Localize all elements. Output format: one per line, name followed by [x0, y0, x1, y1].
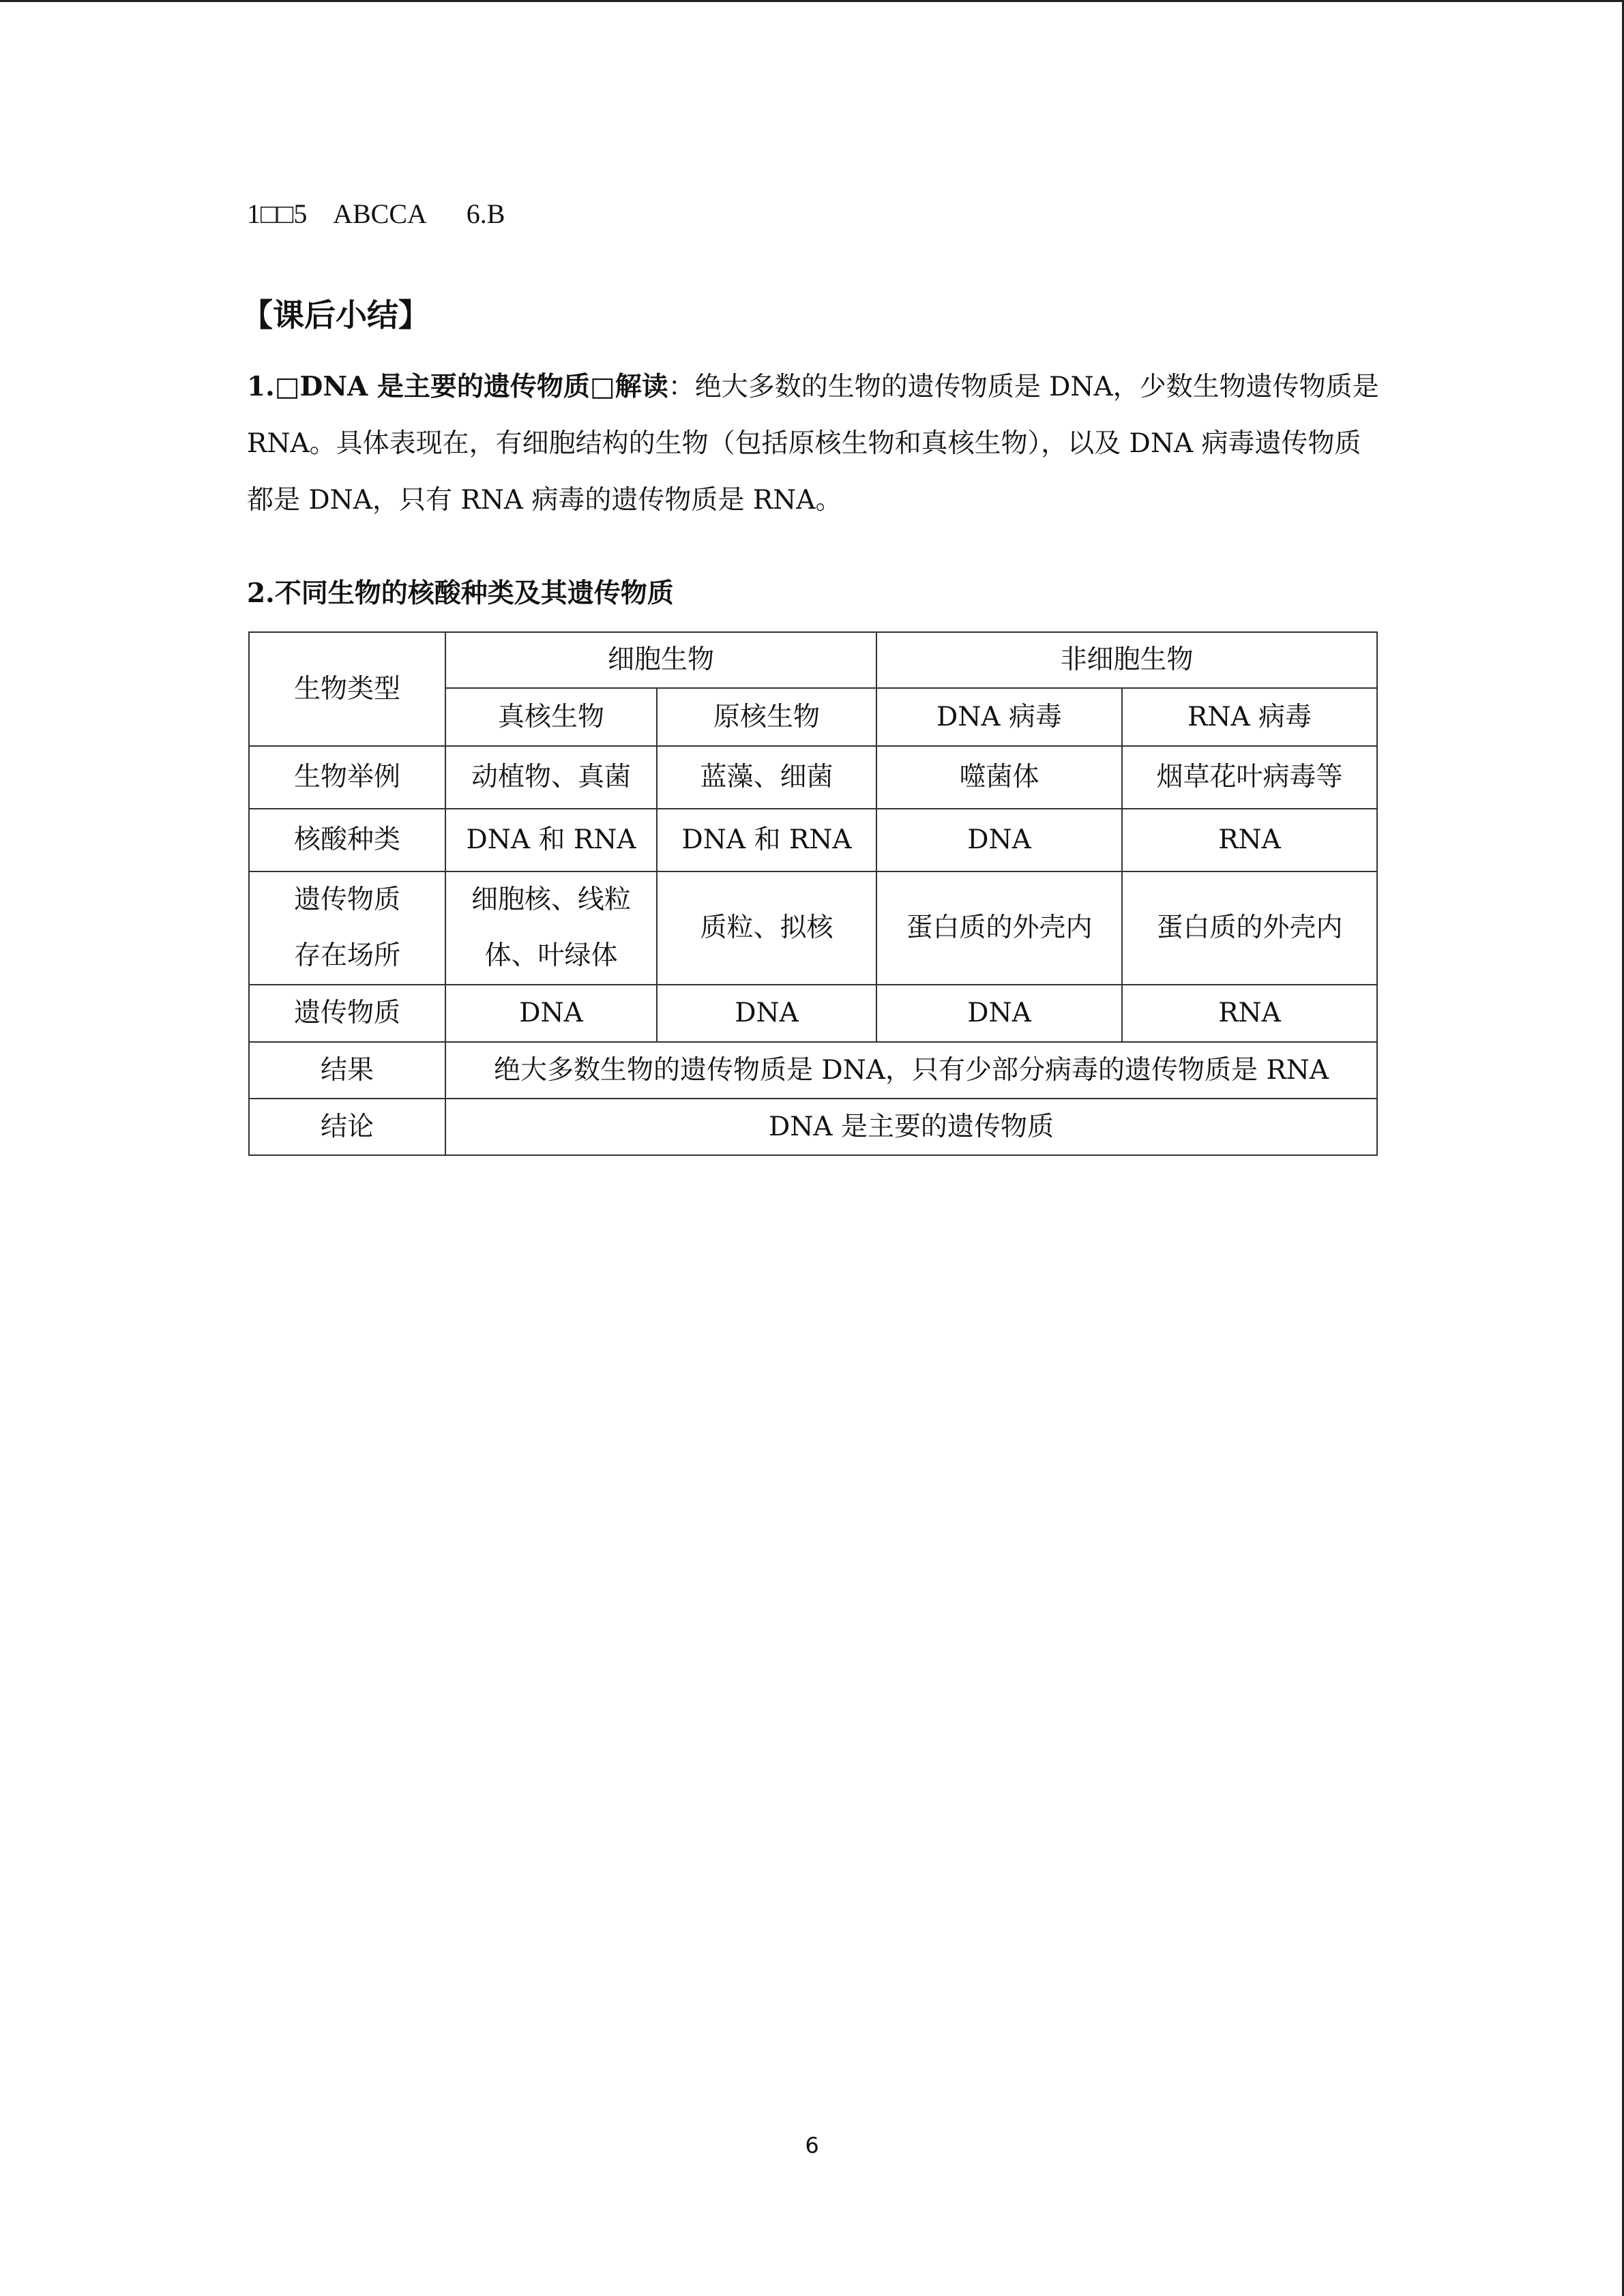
- table-title: 2.不同生物的核酸种类及其遗传物质: [247, 578, 674, 609]
- row-label: [249, 871, 445, 985]
- table-row: [249, 1042, 1377, 1099]
- group-cellular: 细胞生物: [445, 632, 876, 688]
- nucleic-acid-table: [248, 631, 1378, 1156]
- table-cell: [445, 871, 657, 985]
- conclusion-text: DNA 是主要的遗传物质: [445, 1099, 1377, 1155]
- table-cell: 蓝藻、细菌: [657, 746, 876, 809]
- page-number: 6: [805, 2132, 819, 2158]
- summary-paragraph-1: [247, 359, 1379, 528]
- column-header: 原核生物: [657, 688, 876, 746]
- paragraph-body: ：绝大多数的生物的遗传物质是 DNA，少数生物遗传物质是 RNA。具体表现在，有细胞结构的生物（包括原核生物和真核生物），以及 DNA 病毒遗传物质都是 DNA，只有 RNA 病毒的遗传物质是 RNA。: [247, 372, 1379, 516]
- table-cell: RNA: [1122, 985, 1377, 1042]
- row-label: 生物举例: [249, 746, 445, 809]
- row-label-line: 遗传物质: [293, 884, 400, 915]
- row-label-line: 存在场所: [293, 940, 400, 971]
- table-cell: DNA 和 RNA: [445, 809, 657, 871]
- page-border-top: [0, 0, 1624, 2]
- table-cell: 蛋白质的外壳内: [1122, 871, 1377, 985]
- table-cell: 烟草花叶病毒等: [1122, 746, 1377, 809]
- paragraph-lead: 1.□DNA 是主要的遗传物质□解读: [247, 371, 668, 402]
- answer-key-line: 1□□5 ABCCA 6.B: [247, 198, 505, 229]
- result-text: 绝大多数生物的遗传物质是 DNA，只有少部分病毒的遗传物质是 RNA: [445, 1042, 1377, 1099]
- cell-line: 体、叶绿体: [484, 940, 618, 971]
- row-label: 遗传物质: [249, 985, 445, 1042]
- table-cell: RNA: [1122, 809, 1377, 871]
- table-cell: 质粒、拟核: [657, 871, 876, 985]
- column-header: RNA 病毒: [1122, 688, 1377, 746]
- table-row: [249, 871, 1377, 985]
- column-header: DNA 病毒: [876, 688, 1122, 746]
- table-cell: DNA: [657, 985, 876, 1042]
- section-heading: 【课后小结】: [241, 297, 430, 333]
- table-row: [249, 809, 1377, 871]
- row-label: 核酸种类: [249, 809, 445, 871]
- table-row: [249, 985, 1377, 1042]
- row-label-result: 结果: [249, 1042, 445, 1099]
- table-row: [249, 746, 1377, 809]
- table-cell: DNA: [445, 985, 657, 1042]
- column-header: 真核生物: [445, 688, 657, 746]
- cell-line: 细胞核、线粒: [471, 884, 631, 915]
- table-cell: 蛋白质的外壳内: [876, 871, 1122, 985]
- table-row: [249, 1099, 1377, 1155]
- table-cell: DNA: [876, 985, 1122, 1042]
- row-header-type: 生物类型: [249, 632, 445, 746]
- group-noncellular: 非细胞生物: [876, 632, 1377, 688]
- table-cell: 噬菌体: [876, 746, 1122, 809]
- row-label-conclusion: 结论: [249, 1099, 445, 1155]
- table-cell: DNA: [876, 809, 1122, 871]
- table-cell: DNA 和 RNA: [657, 809, 876, 871]
- table-row: [249, 632, 1377, 688]
- table-cell: 动植物、真菌: [445, 746, 657, 809]
